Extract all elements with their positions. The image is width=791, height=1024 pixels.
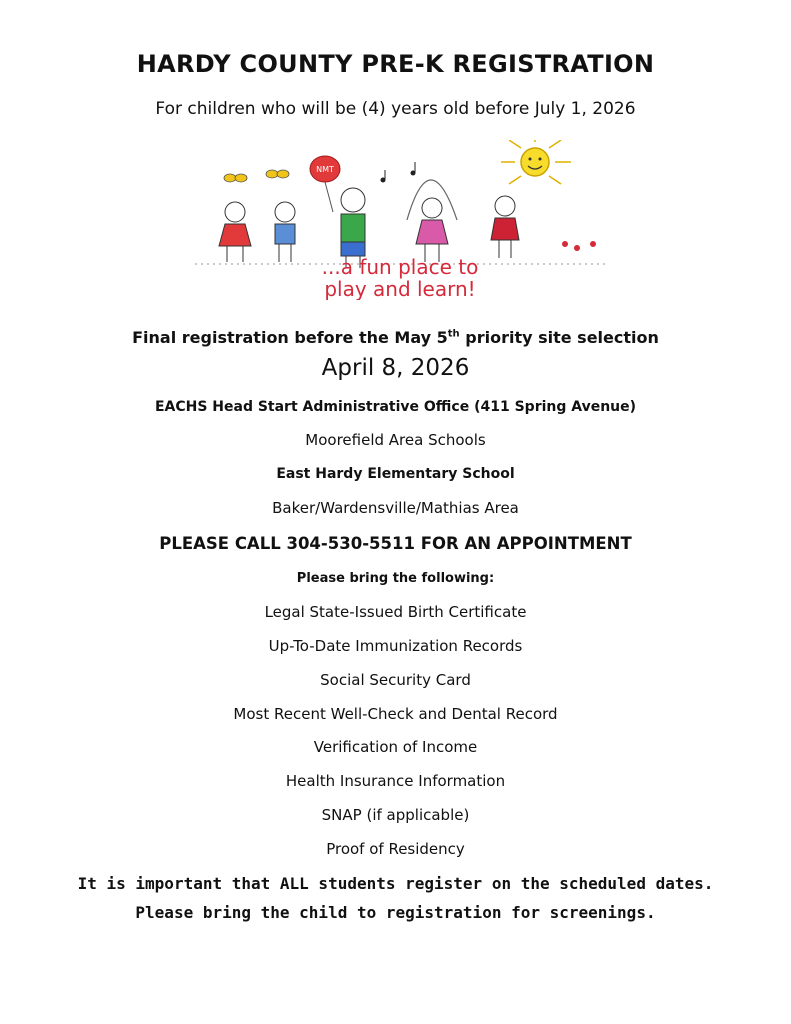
list-item: Legal State-Issued Birth Certificate: [264, 603, 527, 621]
area-2: Baker/Wardensville/Mathias Area: [272, 499, 519, 517]
area-1: Moorefield Area Schools: [305, 431, 486, 449]
flower-icon: [562, 241, 596, 251]
bring-heading: Please bring the following:: [296, 571, 495, 586]
children-illustration: [175, 140, 625, 300]
final-registration-heading: Final registration before the May 5th priority site selection: [132, 328, 659, 347]
location-1: EACHS Head Start Administrative Office (411 Spring Avenue): [154, 399, 637, 415]
page-title: HARDY COUNTY PRE-K REGISTRATION: [136, 50, 655, 78]
tagline-line-1: ...a fun place to: [321, 255, 479, 279]
important-note: It is important that ALL students register on the scheduled dates.: [77, 874, 714, 893]
eligibility-subtitle: For children who will be (4) years old before July 1, 2026: [155, 99, 636, 119]
list-item: Verification of Income: [313, 738, 478, 756]
list-item: Health Insurance Information: [285, 772, 506, 790]
screening-note: Please bring the child to registration for screenings.: [135, 903, 656, 922]
list-item: SNAP (if applicable): [321, 806, 470, 824]
child-figure-2: [275, 202, 295, 262]
tagline-line-2: play and learn!: [324, 277, 476, 300]
list-item: Up-To-Date Immunization Records: [268, 637, 523, 655]
call-instruction: PLEASE CALL 304-530-5511 FOR AN APPOINTMENT: [159, 534, 632, 553]
balloon-icon: [310, 156, 340, 212]
location-2: East Hardy Elementary School: [276, 466, 515, 482]
list-item: Most Recent Well-Check and Dental Record: [233, 705, 558, 723]
child-figure-1: [219, 202, 251, 262]
registration-date: April 8, 2026: [321, 355, 470, 381]
child-figure-5: [491, 196, 519, 258]
sun-icon: [501, 140, 571, 184]
butterfly-icon: [224, 170, 289, 182]
list-item: Proof of Residency: [326, 840, 465, 858]
child-figure-4: [416, 198, 448, 262]
svg-text:NMT: NMT: [316, 165, 334, 174]
music-note-icon: [381, 162, 416, 183]
list-item: Social Security Card: [320, 671, 471, 689]
